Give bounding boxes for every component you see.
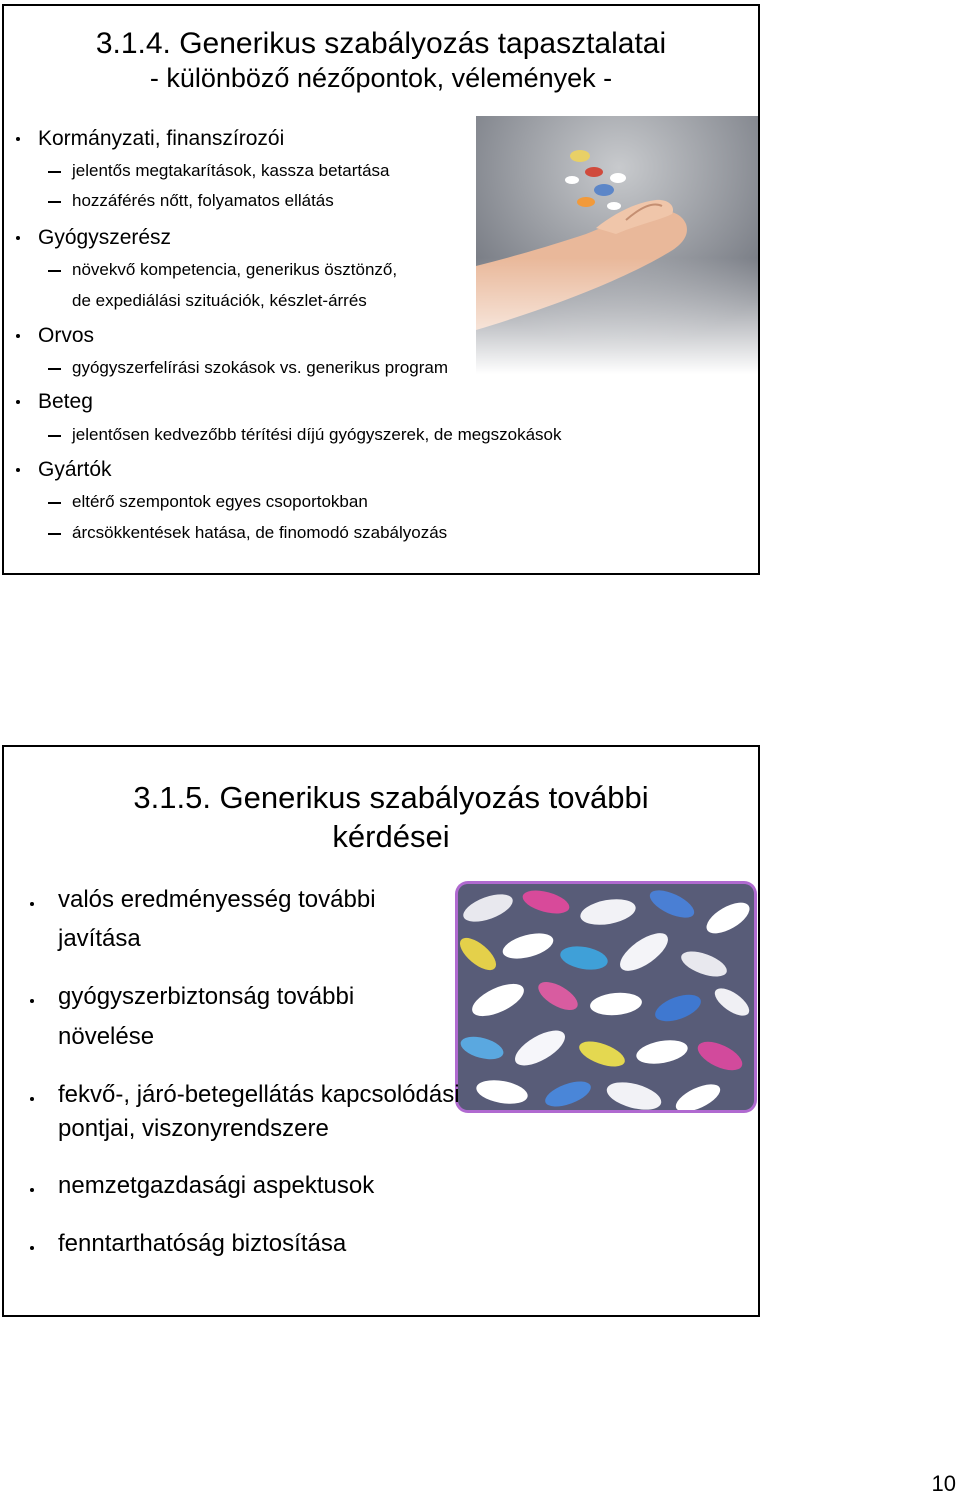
slide-2-title-line-1: 3.1.5. Generikus szabályozás további — [133, 780, 649, 815]
bullet-orvos: Orvos — [38, 324, 95, 347]
bullet-betegellatas-cont: pontjai, viszonyrendszere — [58, 1115, 329, 1142]
dash-marker — [48, 435, 61, 437]
bullet-dot — [30, 902, 34, 906]
bullet-dot — [16, 400, 20, 404]
bullet-gyogyszerbiztonsag-cont: növelése — [58, 1023, 155, 1050]
pills-photo — [458, 884, 754, 1110]
hand-with-pills-photo — [476, 116, 760, 374]
dash-marker — [48, 502, 61, 504]
bullet-eredmenyesseg: valós eredményesség további — [58, 886, 376, 913]
dash-marker — [48, 368, 61, 370]
bullet-gyartok: Gyártók — [38, 458, 112, 481]
sub-item: eltérő szempontok egyes csoportokban — [72, 492, 368, 511]
bullet-gyogyszerbiztonsag: gyógyszerbiztonság további — [58, 983, 355, 1010]
slide-2-title — [24, 779, 758, 855]
slide-1-subtitle: - különböző nézőpontok, vélemények - — [149, 63, 613, 93]
bullet-dot — [16, 334, 20, 338]
sub-item: jelentősen kedvezőbb térítési díjú gyógyszerek, de megszokások — [72, 425, 562, 444]
slide-2-title-line-2: kérdései — [332, 819, 450, 855]
sub-item: gyógyszerfelírási szokások vs. generikus program — [72, 358, 449, 377]
bullet-dot — [16, 236, 20, 240]
dash-marker — [48, 533, 61, 535]
dash-marker — [48, 201, 61, 203]
sub-item-continuation: de expediálási szituációk, készlet-árrés — [72, 291, 367, 310]
bullet-dot — [16, 468, 20, 472]
dash-marker — [48, 270, 61, 272]
sub-item: jelentős megtakarítások, kassza betartása — [72, 161, 390, 180]
bullet-eredmenyesseg-cont: javítása — [58, 925, 141, 952]
slide-1-title: 3.1.4. Generikus szabályozás tapasztalatai — [95, 27, 667, 60]
bullet-nemzetgazdasagi: nemzetgazdasági aspektusok — [58, 1172, 375, 1199]
sub-item: árcsökkentések hatása, de finomodó szabályozás — [72, 523, 448, 542]
bullet-gyogyszeresz: Gyógyszerész — [38, 226, 172, 249]
bullet-dot — [30, 1246, 34, 1250]
dash-marker — [48, 171, 61, 173]
bullet-dot — [30, 1097, 34, 1101]
bullet-dot — [30, 1188, 34, 1192]
page-number: 10 — [931, 1471, 956, 1496]
sub-item: növekvő kompetencia, generikus ösztönző, — [72, 260, 398, 279]
bullet-dot — [30, 999, 34, 1003]
bullet-betegellatas: fekvő-, járó-betegellátás kapcsolódási — [58, 1081, 460, 1108]
slide-2 — [2, 745, 760, 1317]
bullet-beteg: Beteg — [38, 390, 93, 413]
bullet-fenntarthatosag: fenntarthatóság biztosítása — [58, 1230, 347, 1257]
slide-1 — [2, 4, 760, 575]
sub-item: hozzáférés nőtt, folyamatos ellátás — [72, 191, 334, 210]
bullet-dot — [16, 137, 20, 141]
bullet-kormanyzati: Kormányzati, finanszírozói — [38, 127, 285, 150]
